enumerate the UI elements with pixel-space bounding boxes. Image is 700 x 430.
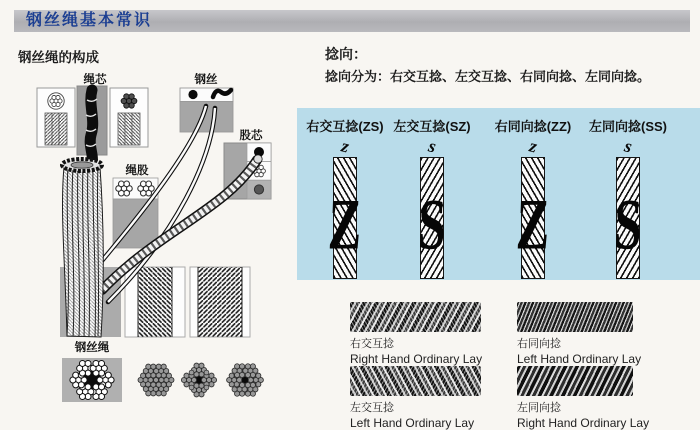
rope-illustration: [416, 135, 448, 279]
lay-direction-panel: [297, 108, 700, 280]
rope-photo: [350, 366, 481, 396]
lay-column-label: 右同向捻(ZZ): [494, 119, 572, 134]
lay-symbol: S: [416, 183, 448, 265]
construction-heading: 钢丝绳的构成: [18, 50, 99, 65]
panel-rope-core-left: [37, 88, 75, 147]
lay-heading: 捻向：: [325, 46, 367, 62]
photo-caption-en: Right Hand Ordinary Lay: [350, 352, 483, 366]
label-rope-core: 绳芯: [83, 74, 107, 86]
lay-description: 捻向分为：右交互捻、左交互捻、右同向捻、左同向捻。: [325, 69, 651, 84]
lay-column-ss: [580, 108, 676, 280]
label-rope-strand: 绳股: [125, 165, 149, 177]
lay-photo-right-lang: [517, 302, 677, 366]
lay-symbol: S: [612, 183, 644, 265]
strand-section-icon: [138, 181, 154, 196]
lay-photo-right-ordinary: [350, 302, 510, 366]
lay-column-label: 左同向捻(SS): [588, 119, 667, 134]
lay-column-zs: [297, 108, 393, 280]
wire-dot-icon: [188, 90, 197, 99]
wire-twist-icon: s: [426, 135, 439, 157]
photo-caption-zh: 左同向捻: [517, 402, 561, 414]
label-wire-rope: 钢丝绳: [74, 342, 110, 354]
panel-rope-texture-2: [190, 267, 250, 337]
lay-column-label: 左交互捻(SZ): [393, 119, 471, 134]
rope-illustration: [514, 135, 552, 279]
cross-section-1: [62, 358, 122, 402]
photo-caption-zh: 右同向捻: [517, 338, 561, 350]
panel-rope-core-right: [110, 88, 148, 147]
photo-caption-zh: 左交互捻: [350, 402, 394, 414]
rope-photo: [517, 366, 633, 396]
panel-rope-texture-1: [125, 267, 185, 337]
strand-section-icon: [116, 181, 132, 196]
lay-photo-left-lang: [517, 366, 677, 430]
lay-symbol: Z: [514, 183, 552, 265]
title-bar: [14, 10, 690, 32]
lay-column-zz: [485, 108, 581, 280]
cross-section-2: [138, 364, 174, 396]
rope-illustration: [612, 135, 644, 279]
wire-twist-icon: s: [622, 135, 635, 157]
strand-core-fiber-icon: [254, 185, 263, 194]
rope-photo: [350, 302, 481, 332]
photo-caption-en: Right Hand Ordinary Lay: [517, 416, 650, 430]
page-title: 钢丝绳基本常识: [26, 12, 153, 29]
lay-symbol: Z: [326, 183, 364, 265]
cross-section-4: [227, 364, 264, 397]
lay-column-label: 右交互捻(ZS): [306, 119, 384, 134]
rope-photo: [517, 302, 633, 332]
wire-twist-icon: z: [527, 135, 540, 157]
wire-strand-icon: [121, 94, 137, 108]
rope-illustration: [326, 135, 364, 279]
cross-section-3: [181, 363, 216, 397]
wire-rope-construction-diagram: [10, 70, 300, 429]
rope-core-black: [86, 90, 97, 163]
photo-caption-en: Left Hand Ordinary Lay: [517, 352, 642, 366]
lay-column-sz: [384, 108, 480, 280]
wire-twist-icon: z: [339, 135, 352, 157]
label-steel-wire: 钢丝: [194, 74, 218, 86]
lay-photo-left-ordinary: [350, 366, 510, 430]
label-strand-core: 股芯: [239, 130, 263, 142]
photo-caption-en: Left Hand Ordinary Lay: [350, 416, 475, 430]
photo-caption-zh: 右交互捻: [350, 338, 394, 350]
